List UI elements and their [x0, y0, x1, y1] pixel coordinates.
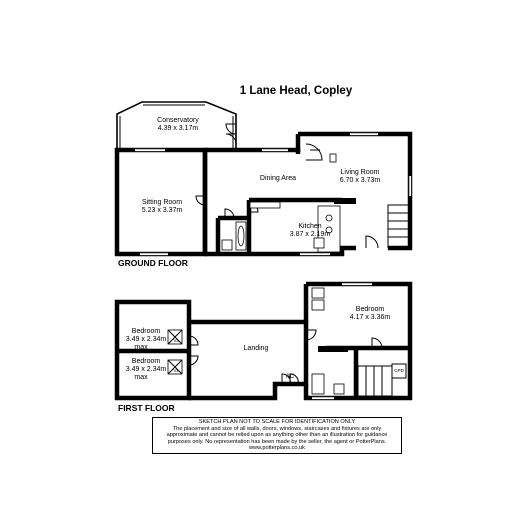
disclaimer-website: www.potterplans.co.uk — [249, 445, 305, 452]
kitchen-dims: 3.87 x 2.19m — [289, 231, 331, 238]
cupboard-label: CPD — [394, 368, 404, 373]
living-room-label: Living Room — [340, 169, 380, 176]
bedroom-2-label: Bedroom — [131, 328, 161, 335]
bedroom-3-label: Bedroom — [131, 358, 161, 365]
dining-area-label: Dining Area — [259, 175, 297, 182]
bedroom-1-dims: 4.17 x 3.36m — [349, 314, 391, 321]
airing-cupboard-label: AC — [285, 374, 295, 380]
disclaimer-line-3: purposes only. No representation has been made by the seller, the agent or PotterPlans. — [167, 438, 387, 445]
first-floor-plan — [117, 283, 410, 413]
disclaimer-heading: SKETCH PLAN NOT TO SCALE FOR IDENTIFICATION ONLY — [198, 419, 356, 425]
ground-floor-label: GROUND FLOOR — [118, 258, 188, 268]
disclaimer-line-1: The placement and size of all walls, doors, windows, staircases and fixtures are only — [172, 425, 382, 432]
bedroom-2-note: max — [134, 344, 148, 351]
sitting-room-dims: 5.23 x 3.37m — [141, 207, 183, 214]
disclaimer-line-2: approximate and cannot be relied upon as anything other than an illustration for guidance — [166, 432, 388, 439]
bedroom-3-dims: 3.49 x 2.34m — [125, 366, 167, 373]
living-room-dims: 6.70 x 3.73m — [339, 177, 381, 184]
ground-floor-plan — [117, 102, 410, 268]
sitting-room-label: Sitting Room — [141, 199, 183, 206]
conservatory-label: Conservatory — [157, 117, 199, 124]
bedroom-2-dims: 3.49 x 2.34m — [125, 336, 167, 343]
bedroom-3-note: max — [134, 374, 148, 381]
first-floor-label: FIRST FLOOR — [118, 403, 175, 413]
velux-label-2: Vx — [173, 368, 179, 373]
property-title: 1 Lane Head, Copley — [239, 85, 353, 97]
bedroom-1-label: Bedroom — [355, 306, 385, 313]
conservatory-dims: 4.39 x 3.17m — [157, 125, 199, 132]
velux-label-1: Vx — [173, 338, 179, 343]
landing-label: Landing — [243, 345, 269, 352]
kitchen-label: Kitchen — [298, 223, 322, 230]
disclaimer-box — [152, 417, 402, 454]
